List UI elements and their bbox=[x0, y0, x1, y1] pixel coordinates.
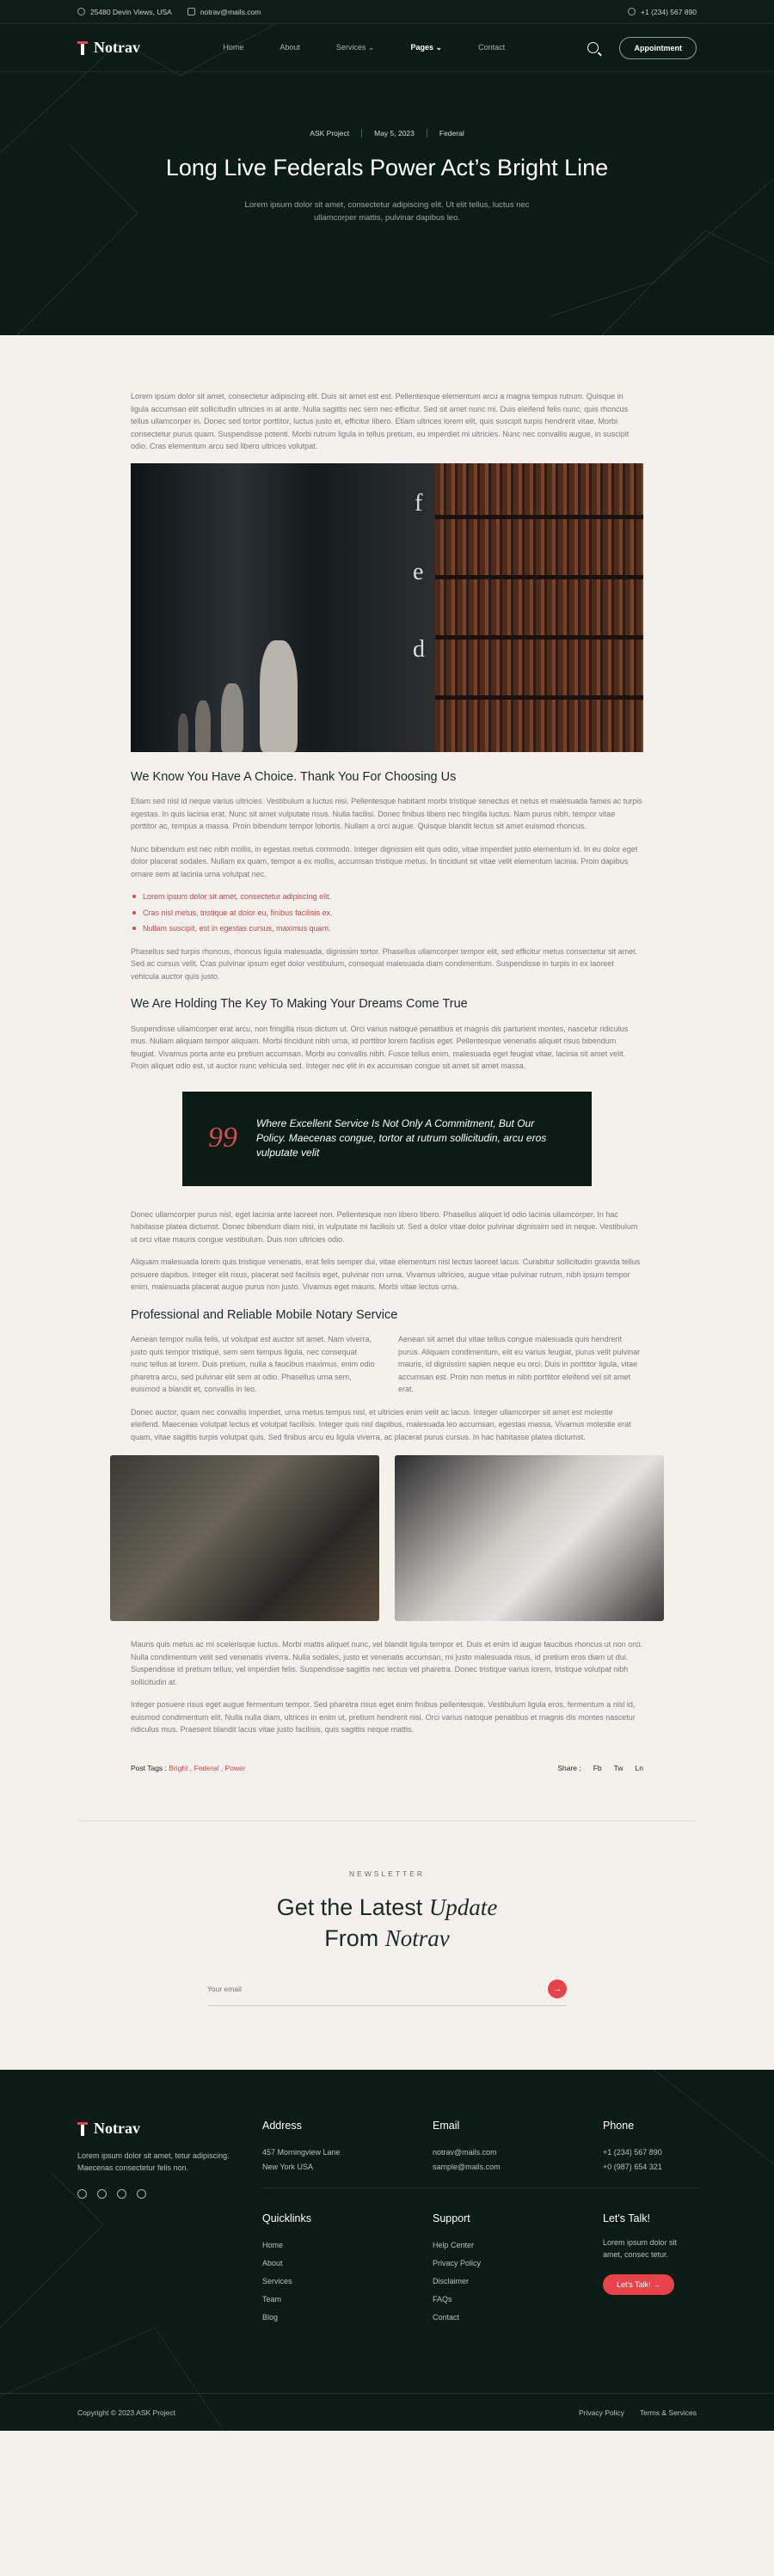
main-nav bbox=[0, 24, 774, 72]
twitter-icon[interactable] bbox=[97, 2189, 107, 2199]
location-icon bbox=[77, 8, 85, 15]
page-subtitle: Lorem ipsum dolor sit amet, consectetur adipiscing elit. Ut elit tellus, luctus nec ullamcorper mattis, pulvinar dapibus leo. bbox=[244, 200, 530, 223]
youtube-icon[interactable] bbox=[117, 2189, 126, 2199]
quicklink-services[interactable]: Services bbox=[262, 2277, 292, 2285]
nav-services[interactable] bbox=[336, 43, 375, 52]
post-meta bbox=[0, 129, 774, 138]
newsletter-line2-italic: Notrav bbox=[384, 1925, 450, 1951]
paragraph-9: Integer posuere risus eget augue fermentum tempor. Sed pharetra risus eget enim finibus pellentesque. Vestibulum ligula eros, fermentum a nisl id, euismod condimentum elit. Nulla nulla diam, ultrices in enim ut, pretium hendrerit nisi. Orci varius natoque penatibus et magnis dis montes nascetur ridiculus mus. Praesent blandit lacus vitae justo facilisis, quis sagittis neque mattis. bbox=[131, 1700, 636, 1734]
brand-logo[interactable] bbox=[77, 39, 140, 57]
two-columns bbox=[131, 1333, 643, 1406]
nav-home[interactable]: Home bbox=[223, 43, 244, 52]
paragraph-3: Phasellus sed turpis rhoncus, rhoncus ligula malesuada, dignissim tortor. Phasellus ullamcorper tempor elit, sed efficitur metus consectetur sit amet. Sed ac cursus velit. Cras pulvinar ipsum eget dolor vestibulum, consequat malesuada diam condimentum. Suspendisse in turpis in ex laoreet vehicula auctor quis justo. bbox=[131, 946, 638, 981]
quicklink-about[interactable]: About bbox=[262, 2259, 283, 2267]
busts-image bbox=[131, 463, 435, 752]
top-bar bbox=[0, 0, 774, 24]
privacy-policy-link[interactable]: Privacy Policy bbox=[578, 2408, 624, 2417]
footer-address-line: New York USA bbox=[262, 2163, 314, 2171]
footer-phone-link[interactable]: +0 (987) 654 321 bbox=[603, 2163, 662, 2171]
footer-logo[interactable] bbox=[77, 2120, 262, 2138]
share-twitter[interactable]: Tw bbox=[613, 1763, 624, 1772]
list-item: Nullam suscipit, est in egestas cursus, maximus quam. bbox=[131, 922, 643, 935]
copyright-bar bbox=[0, 2393, 774, 2431]
tag-links[interactable]: Bright , Federal , Power bbox=[169, 1763, 246, 1772]
newsletter-form bbox=[207, 1979, 567, 2006]
footer-email-link[interactable]: notrav@mails.com bbox=[433, 2148, 497, 2157]
logo-mark-icon bbox=[77, 41, 88, 55]
hero-section bbox=[0, 24, 774, 335]
quicklink-team[interactable]: Team bbox=[262, 2295, 282, 2304]
paragraph-7: Donec auctor, quam nec convallis imperdiet, urna metus tempus nisl, et ultricies enim velit ac lacus. Integer ullamcorper sit amet est molestie eleifend. Maecenas volutpat lectus et volutpat facilisis. Integer quis nisl dapibus, malesuada leo accumsan, egestas massa. Vivamus molestie erat quam, vitae sagittis turpis volutpat quis. Sed finibus arcu eu ligula viverra, ac placerat purus cursus. In hac habitasse platea dictumst. bbox=[131, 1407, 631, 1441]
section-heading-1: We Know You Have A Choice. Thank You For Choosing Us bbox=[131, 769, 457, 784]
post-tag[interactable]: Federal bbox=[439, 129, 464, 138]
section-heading-3: Professional and Reliable Mobile Notary Service bbox=[131, 1307, 398, 1322]
mail-icon bbox=[187, 8, 195, 15]
letter-f: f bbox=[415, 489, 423, 517]
nav-services-label: Services bbox=[335, 43, 366, 52]
list-item: Cras nisl metus, tristique at dolor eu, finibus facilisis ex. bbox=[131, 907, 643, 920]
footer-about: Lorem ipsum dolor sit amet, tetur adipiscing. Maecenas consectetur felis non. bbox=[77, 2151, 230, 2172]
linkedin-icon[interactable] bbox=[137, 2189, 146, 2199]
email-input[interactable] bbox=[207, 1985, 465, 1993]
paragraph-8: Mauris quis metus ac mi scelerisque luctus. Morbi mattis aliquet nunc, vel blandit ligula tempor et. Duis et enim id augue faucibus rhoncus ut non orci. Nulla condimentum velit sed venenatis viverra. Nulla sodales, justo et venenatis accumsan, mi justo malesuada risus, id pretium eros diam ut dui. Suspendisse id pretium tellus, vel imperdiet felis. Suspendisse sagittis nec lectus vel pharetra. Donec tristique varius lorem, tristique volutpat nibh sollicitudin at. bbox=[131, 1640, 643, 1686]
support-contact[interactable]: Contact bbox=[433, 2313, 460, 2322]
chevron-down-icon: ⌄ bbox=[435, 43, 443, 52]
appointment-button[interactable]: Appointment bbox=[619, 37, 697, 59]
signing-image bbox=[395, 1455, 664, 1621]
meeting-image bbox=[110, 1455, 379, 1621]
bookshelf-image bbox=[435, 463, 643, 752]
support-privacy[interactable]: Privacy Policy bbox=[433, 2259, 482, 2267]
quicklink-home[interactable]: Home bbox=[262, 2241, 284, 2249]
footer bbox=[0, 2070, 774, 2431]
subscribe-arrow-button[interactable]: → bbox=[548, 1979, 567, 1998]
search-icon[interactable] bbox=[587, 42, 599, 53]
footer-phone-link[interactable]: +1 (234) 567 890 bbox=[603, 2148, 662, 2157]
footer-email-link[interactable]: sample@mails.com bbox=[433, 2163, 501, 2171]
support-disclaimer[interactable]: Disclaimer bbox=[433, 2277, 470, 2285]
nav-pages[interactable] bbox=[410, 43, 442, 52]
talk-title: Let's Talk! bbox=[603, 2212, 650, 2224]
blockquote bbox=[182, 1092, 592, 1186]
facebook-icon[interactable] bbox=[77, 2189, 87, 2199]
paragraph-4: Suspendisse ullamcorper erat arcu, non fringilla risus dictum ut. Orci varius natoque penatibus et magnis dis parturient montes, nascetur ridiculus mus. Nullam aliquam tempor aliquam. Morbi tincidunt nibh urna, id porttitor lorem facilisis eget. Pellentesque venenatis aliquet risus bibendum feugiat. Vivamus porta ante eu pretium accumsan. Morbi eu convallis nibh. Fusce tellus enim, malesuada eget feugiat vitae, lacinia sit amet velit. Proin aliquet odio est, ut auctor nunc vehicula sed. Integer nec elit in ex accumsan congue sit amet sit amet massa. bbox=[131, 1024, 629, 1070]
tags-label: Post Tags : bbox=[131, 1763, 167, 1772]
support-help[interactable]: Help Center bbox=[433, 2241, 475, 2249]
share-label: Share : bbox=[557, 1763, 581, 1772]
nav-about[interactable]: About bbox=[280, 43, 300, 52]
letter-d: d bbox=[413, 635, 425, 663]
nav-pages-label: Pages bbox=[410, 43, 434, 52]
quote-mark-icon: 99 bbox=[208, 1122, 237, 1154]
bullet-list bbox=[131, 890, 643, 935]
lets-talk-button[interactable]: Let's Talk! → bbox=[603, 2274, 674, 2295]
newsletter-line1-italic: Update bbox=[428, 1894, 498, 1920]
footer-phone-title: Phone bbox=[603, 2120, 635, 2132]
menu bbox=[223, 43, 505, 52]
footer-email-title: Email bbox=[433, 2120, 460, 2132]
article-intro: Lorem ipsum dolor sit amet, consectetur adipiscing elit. Duis sit amet est est. Pellentesque elementum arcu a magna tempus rutrum. Quisque in ligula accumsan elit sollicitudin ultricies in at ante. Nulla sagittis nec sem nec efficitur. Sed sit amet nunc mi. Duis eleifend felis nunc, quis rhoncus tellus ullamcorper in. Donec sed tortor porttitor, luctus justo et, efficitur libero. Etiam ultrices lorem elit, quis suscipit turpis hendrerit vitae. Morbi consectetur purus quam. Suspendisse potenti. Morbi rutrum ligula in tellus pretium, eu imperdiet mi ultricies. Nunc nec convallis augue, in suscipit odio. Cras elementum arcu sed libero ultrices volutpat. bbox=[131, 392, 630, 450]
section-heading-2: We Are Holding The Key To Making Your Dreams Come True bbox=[131, 997, 468, 1011]
newsletter-line1: Get the Latest bbox=[276, 1894, 423, 1920]
phone-icon bbox=[628, 8, 636, 15]
paragraph-5: Donec ullamcorper purus nisl, eget lacinia ante laoreet non. Pellentesque non libero libero. Phasellus aliquet id odio lacinia ullamcorper. In hac habitasse platea dictumst. Donec bibendum diam nisi, in vulputate mi facilisis ut. Sed a dolor vitae dolor pulvinar dignissim sed in neque. Vestibulum ut orci vitae mauris congue vestibulum. Duis non ultricies odio. bbox=[131, 1209, 638, 1244]
footer-address-title: Address bbox=[262, 2120, 302, 2132]
newsletter bbox=[0, 1821, 774, 2006]
nav-contact[interactable]: Contact bbox=[478, 43, 506, 52]
terms-link[interactable]: Terms & Services bbox=[639, 2408, 697, 2417]
quote-text: Where Excellent Service Is Not Only A Commitment, But Our Policy. Maecenas congue, tortor at rutrum sollicitudin, arcu eros vulputate velit bbox=[256, 1117, 547, 1159]
footer-address-line: 457 Morningview Lane bbox=[262, 2148, 341, 2157]
chevron-down-icon: ⌄ bbox=[367, 43, 375, 52]
letter-e: e bbox=[413, 558, 424, 585]
logo-mark-icon bbox=[77, 2122, 88, 2136]
post-category[interactable]: ASK Project bbox=[310, 129, 350, 138]
image-pair bbox=[110, 1455, 664, 1621]
quicklinks-title: Quicklinks bbox=[262, 2212, 311, 2224]
support-title: Support bbox=[433, 2212, 470, 2224]
paragraph-6: Aliquam malesuada lorem quis tristique venenatis, erat felis semper dui, vitae elementum nisl lectus laoreet lacus. Curabitur sollicitudin gravida tellus posuere dapibus. Integer elit risus, placerat sed facilisis eget, pulvinar non urna. Vivamus ultricies, augue vitae pulvinar rutrum, nibh ipsum tempor enim, malesuada placerat augue purus non justo. Vivamus eget mauris. Morbi vitae lectus urna. bbox=[131, 1257, 641, 1291]
column-2: Aenean sit amet dui vitae tellus congue malesuada quis hendrerit purus. Aliquam condimentum, elit eu varius feugiat, purus velit pulvinar mauris, id dignissim sapien neque eu orci. Duis in porttitor ligula, vitae accumsan est. Proin non metus in nibh porttitor eleifend vel sit amet erat. bbox=[398, 1335, 641, 1393]
newsletter-title bbox=[0, 1892, 774, 1954]
support-faqs[interactable]: FAQs bbox=[433, 2295, 452, 2304]
article bbox=[131, 390, 643, 1774]
page-title: Long Live Federals Power Act’s Bright Line bbox=[165, 155, 609, 181]
talk-text: Lorem ipsum dolor sit amet, consec tetur. bbox=[603, 2238, 678, 2259]
topbar-email[interactable]: notrav@mails.com bbox=[200, 7, 261, 16]
column-1: Aenean tempor nulla felis, ut volutpat est auctor sit amet. Nam viverra, justo quis tempor tristique, sem sem tempus ligula, nec consequat nunc tellus at lorem. Duis pretium, nulla a faucibus maximus, enim odio pharetra arcu, sed pulvinar elit sem at odio. Phasellus urna sem, euismod a blandit et, convallis in leo. bbox=[131, 1335, 375, 1393]
post-footer bbox=[131, 1762, 643, 1775]
library-image bbox=[131, 463, 643, 752]
topbar-address: 25480 Devin Views, USA bbox=[90, 7, 172, 16]
topbar-phone[interactable]: +1 (234) 567 890 bbox=[641, 7, 697, 16]
post-date: May 5, 2023 bbox=[374, 129, 415, 138]
newsletter-kicker: NEWSLETTER bbox=[348, 1869, 426, 1878]
copyright: Copyright © 2023 ASK Project bbox=[77, 2408, 175, 2417]
footer-brand-name: Notrav bbox=[94, 2120, 140, 2137]
list-item: Lorem ipsum dolor sit amet, consectetur adipiscing elit. bbox=[131, 890, 643, 903]
share-linkedin[interactable]: Ln bbox=[635, 1763, 643, 1772]
paragraph-1: Etiam sed nisl id neque varius ultricies. Vestibulum a luctus nisi. Pellentesque habitant morbi tristique senectus et netus et malesuada fames ac turpis egestas. In quis lacinia erat. Nunc sit amet vulputate risus. Nulla facilisi. Donec finibus libero nec fringilla luctus. Nam purus nibh, tempor vitae porttitor ac, tempus a massa. Proin bibendum tempor lobortis. Nullam a orci augue. Quisque blandit lectus sit amet euismod rhoncus. bbox=[131, 797, 642, 830]
share-facebook[interactable]: Fb bbox=[593, 1763, 602, 1772]
paragraph-2: Nunc bibendum est nec nibh mollis, in egestas metus commodo. Integer dignissim elit quis odio, vitae imperdiet justo elementum id. In eu dolor eget dolor placerat sodales. Nullam ex quam, tempor a ex mollis, accumsan tristique metus. In tincidunt sit vitae velit elementum lacinia. Proin dapibus ornare sem at lacinia urna volutpat nec. bbox=[131, 844, 638, 878]
quicklink-blog[interactable]: Blog bbox=[262, 2313, 279, 2322]
brand-name: Notrav bbox=[94, 39, 140, 56]
newsletter-line2: From bbox=[324, 1925, 379, 1951]
